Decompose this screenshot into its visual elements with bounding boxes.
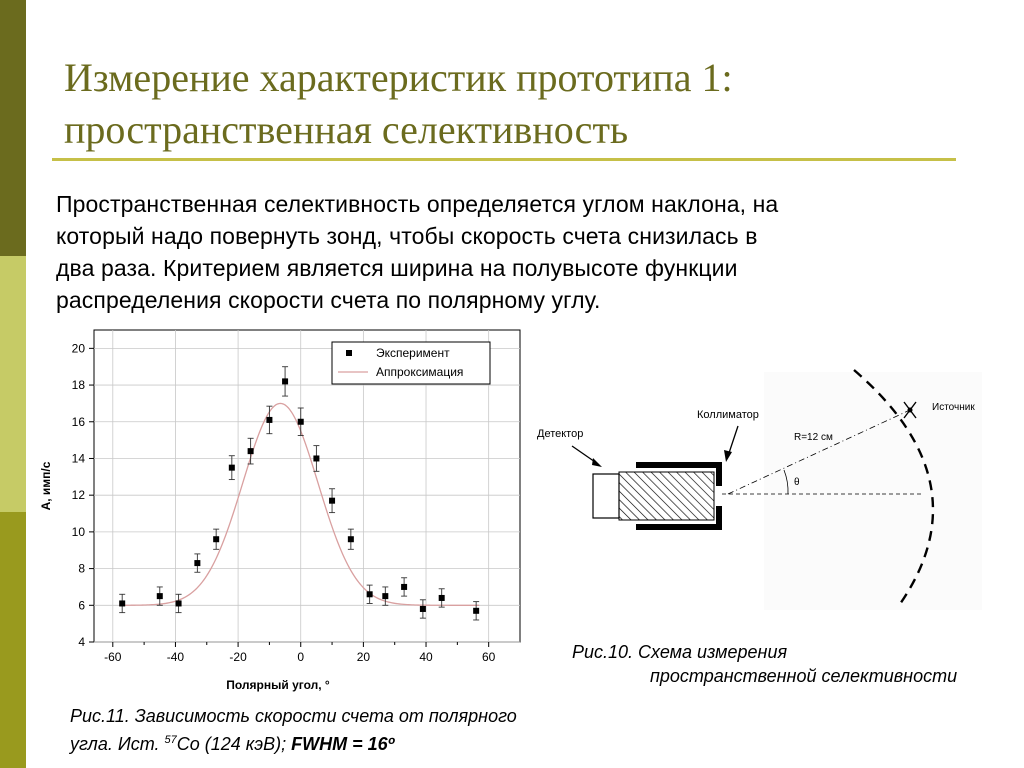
title-line-2: пространственная селективность [64, 107, 629, 152]
y-tick-label: 10 [71, 524, 85, 539]
x-tick-label: -60 [104, 650, 122, 664]
data-point [329, 498, 335, 504]
collimator-label: Коллиматор [697, 409, 759, 421]
fig11-caption-line-1: Рис.11. Зависимость скорости счета от полярного [70, 706, 517, 726]
title-line-1: Измерение характеристик прототипа 1: [64, 55, 733, 100]
data-point [282, 378, 288, 384]
angle-label: θ [794, 477, 800, 488]
data-point [382, 593, 388, 599]
fig10-caption-line-1: Рис.10. Схема измерения [572, 642, 788, 662]
isotope-mass-number: 57 [164, 734, 177, 746]
fig11-caption-line-2 [70, 728, 517, 756]
y-tick-label: 6 [78, 598, 85, 613]
data-point [367, 591, 373, 597]
body-line-2: который надо повернуть зонд, чтобы скорость счета снизилась в [56, 223, 758, 249]
y-tick-label: 12 [71, 488, 85, 503]
x-axis-label: Полярный угол, ° [226, 678, 330, 692]
title-underline [52, 158, 956, 161]
fig11-isotope-text: Co (124 кэВ); [176, 734, 292, 754]
slide-title [64, 52, 964, 156]
side-band-bottom [0, 512, 26, 768]
y-tick-label: 14 [71, 451, 85, 466]
data-point [248, 448, 254, 454]
x-tick-label: 0 [297, 650, 305, 664]
source-label: Источник [932, 402, 975, 413]
x-tick-label: 60 [481, 650, 496, 664]
data-point [194, 560, 200, 566]
measurement-scheme-diagram [532, 362, 992, 622]
count-rate-chart [36, 322, 528, 694]
body-paragraph [56, 188, 966, 316]
detector-arrowhead [592, 458, 602, 467]
data-point [119, 600, 125, 606]
scintillator-crystal [619, 472, 714, 520]
x-tick-label: 40 [419, 650, 433, 664]
data-point [348, 536, 354, 542]
data-point [420, 606, 426, 612]
y-axis-label: А, имп/с [39, 461, 53, 511]
x-tick-label: -20 [229, 650, 247, 664]
data-point [213, 536, 219, 542]
data-point [229, 465, 235, 471]
body-line-4: распределения скорости счета по полярному углу. [56, 287, 601, 313]
legend-marker-experiment [346, 350, 352, 356]
legend [332, 342, 490, 384]
figure-10-caption [572, 640, 957, 688]
y-tick-label: 18 [71, 378, 85, 393]
y-tick-label: 4 [78, 635, 85, 649]
body-line-1: Пространственная селективность определяется углом наклона, на [56, 191, 779, 217]
fig10-caption-line-2: пространственной селективности [650, 666, 958, 686]
collimator-arrowhead [724, 450, 732, 462]
figure-11-caption [70, 704, 517, 756]
side-band-top [0, 0, 26, 256]
data-point [313, 455, 319, 461]
legend-label-experiment: Эксперимент [376, 346, 450, 360]
x-tick-label: -40 [166, 650, 185, 664]
radius-label: R=12 см [794, 432, 833, 443]
y-tick-label: 8 [78, 561, 85, 576]
data-point [176, 600, 182, 606]
y-tick-label: 16 [71, 414, 85, 429]
data-point [401, 584, 407, 590]
data-point [473, 608, 479, 614]
x-tick-label: 20 [356, 650, 371, 664]
fig11-caption-prefix: угла. Ист. [70, 734, 165, 754]
legend-label-fit: Аппроксимация [376, 365, 464, 379]
side-band-middle [0, 256, 26, 512]
data-point [439, 595, 445, 601]
fwhm-value: FWHM = 16º [291, 734, 395, 754]
y-tick-label: 20 [71, 341, 85, 356]
data-point [298, 419, 304, 425]
data-point [157, 593, 163, 599]
detector-box [593, 474, 619, 518]
body-line-3: два раза. Критерием является ширина на полувысоте функции [56, 255, 738, 281]
detector-label: Детектор [537, 428, 584, 440]
data-point [266, 417, 272, 423]
